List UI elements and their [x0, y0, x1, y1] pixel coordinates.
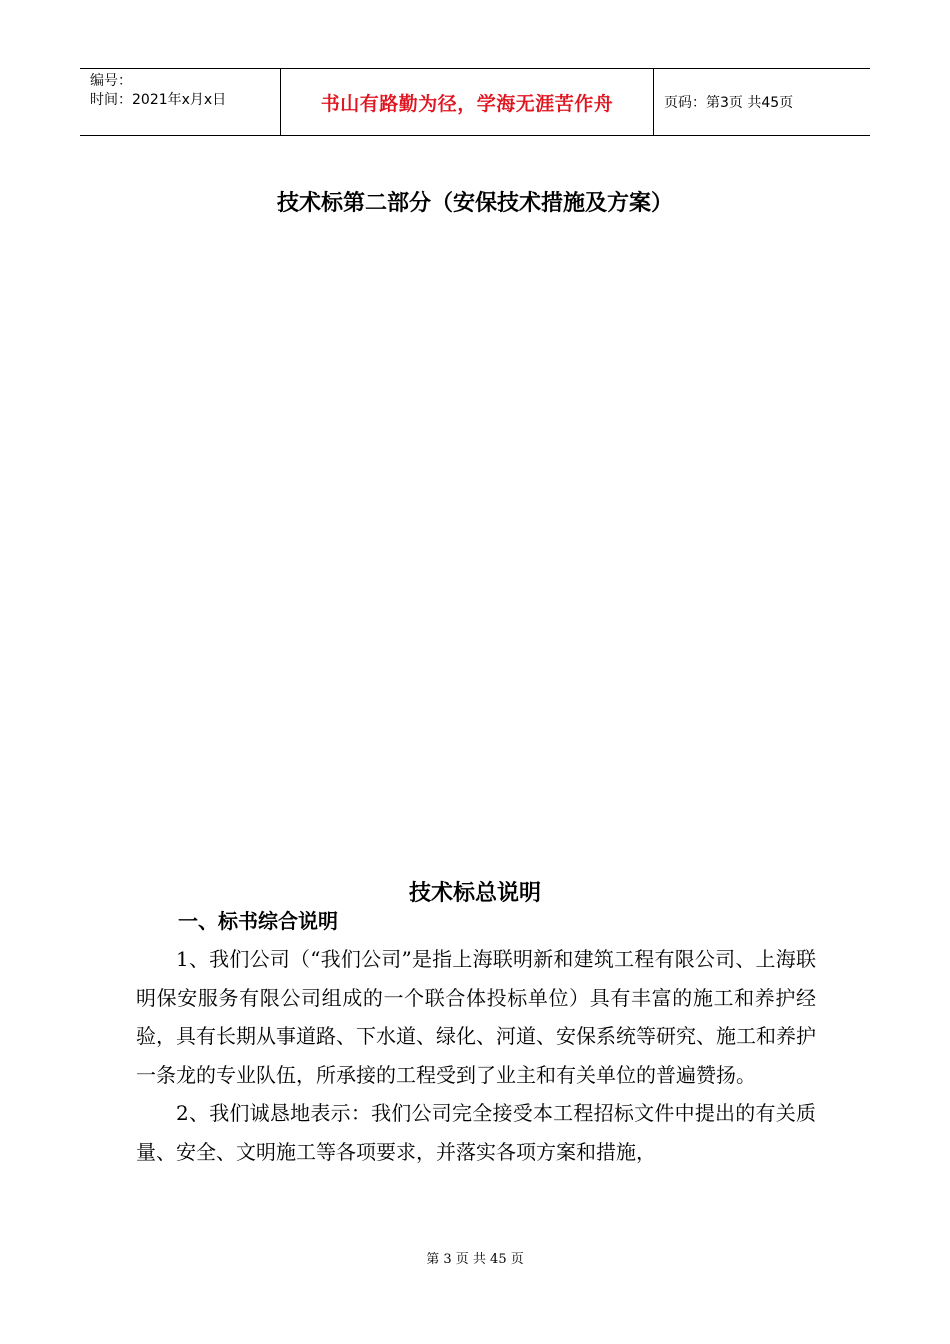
- paragraph: 1、我们公司（“我们公司”是指上海联明新和建筑工程有限公司、上海联明保安服务有限公司组成的一个联合体投标单位）具有丰富的施工和养护经验，具有长期从事道路、下水道、绿化、河道、安保系统等研究、施工和养护一条龙的专业队伍，所承接的工程受到了业主和有关单位的普遍赞扬。: [136, 947, 816, 1087]
- paragraph: 2、我们诚恳地表示：我们公司完全接受本工程招标文件中提出的有关质量、安全、文明施工等各项要求，并落实各项方案和措施，: [136, 1101, 816, 1164]
- header-meta-cell: [80, 69, 281, 135]
- document-title: 技术标第二部分（安保技术措施及方案）: [276, 191, 673, 216]
- page-footer: 第 3 页 共 45 页: [426, 1252, 524, 1267]
- date-label: 时间：2021年x月x日: [90, 92, 227, 108]
- body-text: [136, 940, 816, 1171]
- page-header: [80, 68, 870, 136]
- section-title: 技术标总说明: [408, 881, 541, 906]
- subheading: 一、标书综合说明: [178, 909, 338, 933]
- header-motto: 书山有路勤为径，学海无涯苦作舟: [281, 69, 654, 135]
- serial-number-label: 编号：: [90, 73, 132, 89]
- header-page-info: 页码：第3页 共45页: [664, 95, 794, 111]
